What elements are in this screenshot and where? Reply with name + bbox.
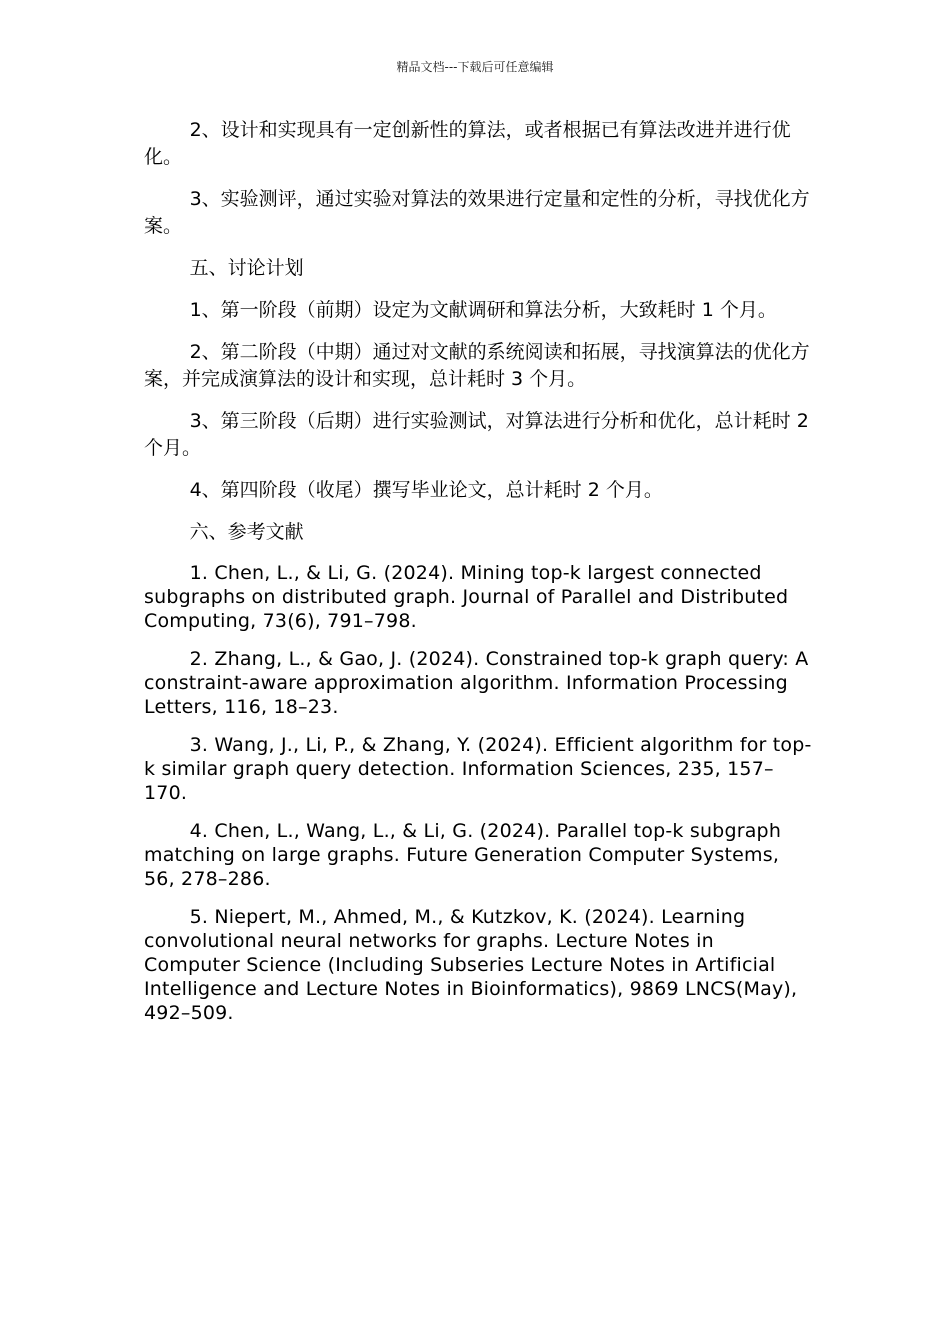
page-header: 精品文档---下载后可任意编辑 [396,60,554,74]
reference-item-3: 3. Wang, J., Li, P., & Zhang, Y. (2024). Efficient algorithm for top-k similar graph query detection. Information Sciences, 235, 157–170. [144,734,812,804]
goal-paragraph-3: 3、实验测评，通过实验对算法的效果进行定量和定性的分析，寻找优化方案。 [144,188,810,237]
goal-paragraph-2: 2、设计和实现具有一定创新性的算法，或者根据已有算法改进并进行优化。 [144,119,791,168]
reference-item-5: 5. Niepert, M., Ahmed, M., & Kutzkov, K. (2024). Learning convolutional neural networks for graphs. Lecture Notes in Computer Science (Including Subseries Lecture Notes in Artificial Intelligence and Lecture Notes in Bioinformatics), 9869 LNCS(May), 492–509. [144,906,798,1024]
reference-item-2: 2. Zhang, L., & Gao, J. (2024). Constrained top-k graph query: A constraint-aware approximation algorithm. Information Processing Letters, 116, 18–23. [144,648,809,718]
document-body [144,117,816,1039]
plan-item-4: 4、第四阶段（收尾）撰写毕业论文，总计耗时 2 个月。 [189,479,663,501]
section-heading-references: 六、参考文献 [189,521,304,543]
section-heading-plan: 五、讨论计划 [189,257,304,279]
plan-item-2: 2、第二阶段（中期）通过对文献的系统阅读和拓展，寻找演算法的优化方案，并完成演算法的设计和实现，总计耗时 3 个月。 [144,341,810,390]
plan-item-3: 3、第三阶段（后期）进行实验测试，对算法进行分析和优化，总计耗时 2 个月。 [144,410,809,459]
reference-item-1: 1. Chen, L., & Li, G. (2024). Mining top-k largest connected subgraphs on distributed graph. Journal of Parallel and Distributed Computing, 73(6), 791–798. [144,562,789,632]
reference-item-4: 4. Chen, L., Wang, L., & Li, G. (2024). Parallel top-k subgraph matching on large graphs. Future Generation Computer Systems, 56, 278–286. [144,820,782,890]
plan-item-1: 1、第一阶段（前期）设定为文献调研和算法分析，大致耗时 1 个月。 [189,299,777,321]
